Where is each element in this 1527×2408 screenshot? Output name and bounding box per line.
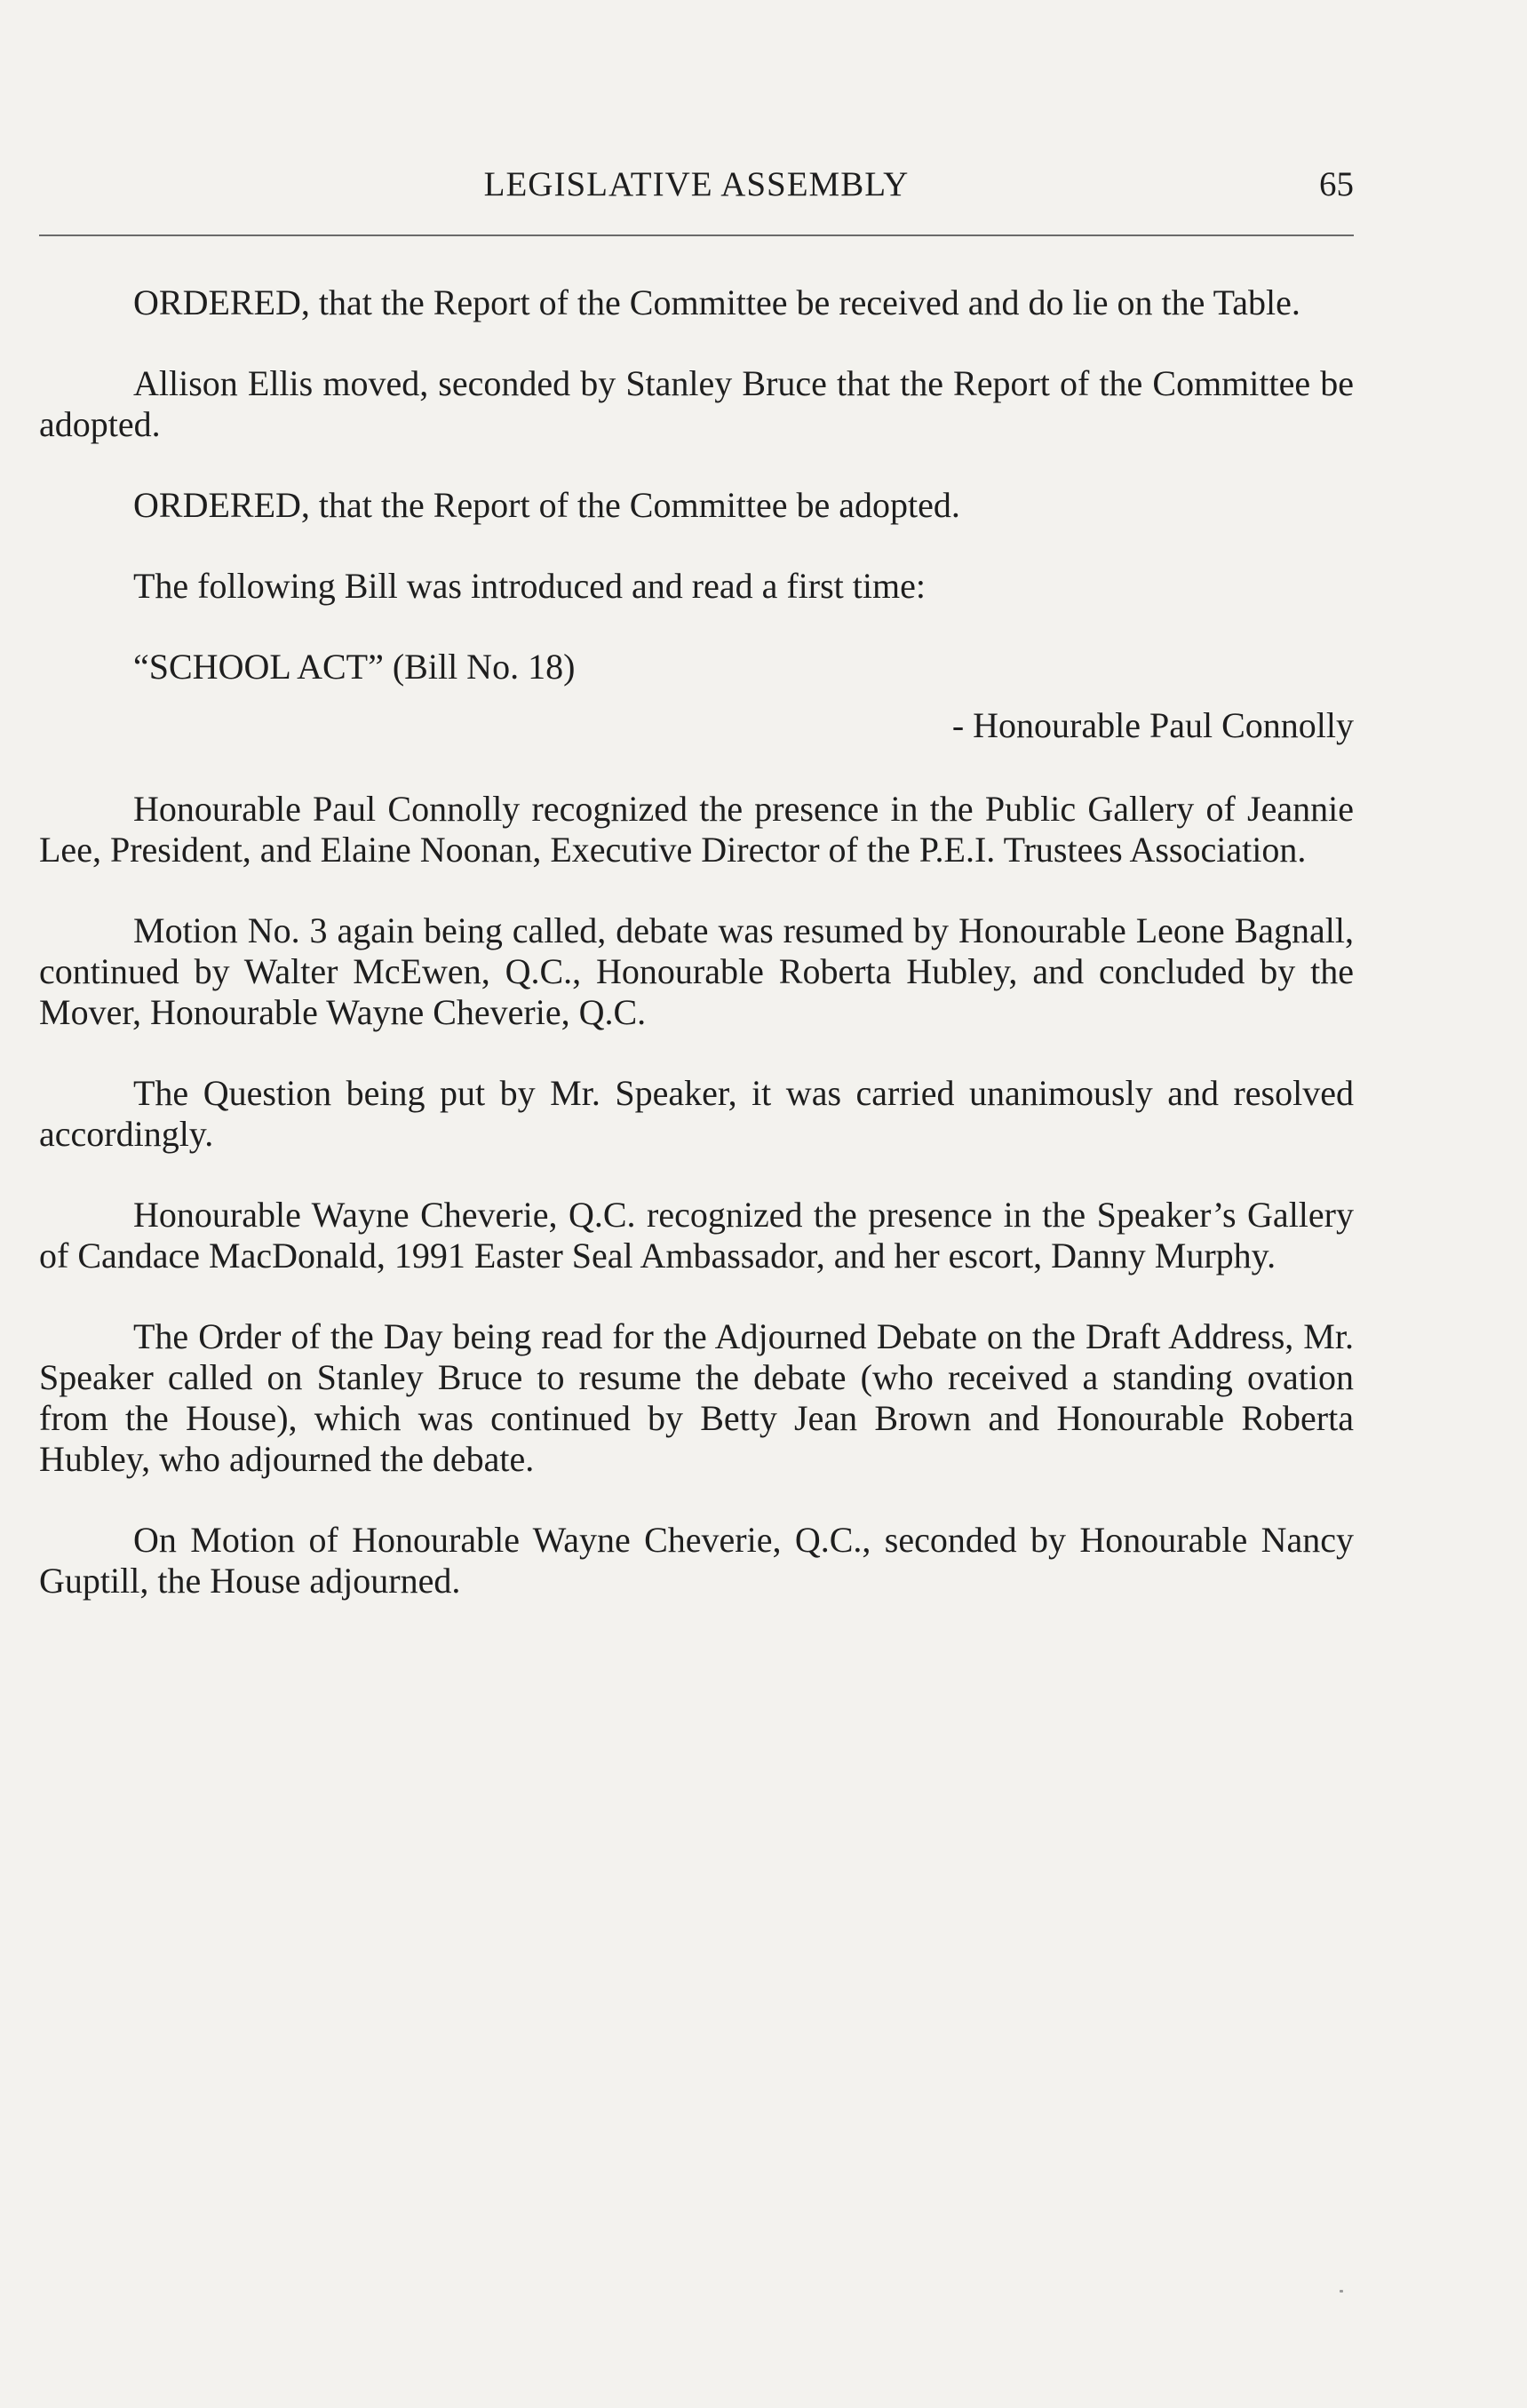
header-title: LEGISLATIVE ASSEMBLY [483, 165, 910, 203]
paragraph-adjourned-debate: The Order of the Day being read for the Adjourned Debate on the Draft Address, Mr. Speaker called on Stanley Bruce to resume the debate (who received a standing ovation from the House), which was continued by Betty Jean Brown and Honourable Roberta Hubley, who adjourned the debate. [39, 1316, 1354, 1479]
paragraph-bill-introduced: The following Bill was introduced and read a first time: [133, 566, 926, 606]
paragraph-house-adjourned: On Motion of Honourable Wayne Cheverie, Q.C., seconded by Honourable Nancy Guptill, the House adjourned. [39, 1520, 1354, 1601]
paragraph-speakers-gallery: Honourable Wayne Cheverie, Q.C. recognized the presence in the Speaker’s Gallery of Candace MacDonald, 1991 Easter Seal Ambassador, and her escort, Danny Murphy. [39, 1195, 1354, 1276]
bill-title: “SCHOOL ACT” (Bill No. 18) [133, 647, 576, 687]
paragraph-motion-debate: Motion No. 3 again being called, debate was resumed by Honourable Leone Bagnall, continued by Walter McEwen, Q.C., Honourable Roberta Hubley, and concluded by the Mover, Honourable Wayne Cheverie, Q.C. [39, 910, 1354, 1032]
paragraph-question-carried: The Question being put by Mr. Speaker, it was carried unanimously and resolved accordingly. [39, 1073, 1354, 1154]
header-rule [39, 234, 1354, 236]
paragraph-motion-adopt: Allison Ellis moved, seconded by Stanley Bruce that the Report of the Committee be adopted. [39, 363, 1354, 444]
running-header [39, 164, 1354, 209]
paragraph-gallery-recognition: Honourable Paul Connolly recognized the presence in the Public Gallery of Jeannie Lee, President, and Elaine Noonan, Executive Director of the P.E.I. Trustees Association. [39, 789, 1354, 870]
paragraph-report-received: ORDERED, that the Report of the Committee be received and do lie on the Table. [133, 282, 1300, 322]
bill-sponsor: - Honourable Paul Connolly [951, 705, 1354, 745]
page-number: 65 [1319, 165, 1354, 203]
body-text [39, 282, 1354, 1641]
paragraph-report-adopted: ORDERED, that the Report of the Committee be adopted. [133, 485, 960, 525]
scan-speck [1340, 2290, 1343, 2293]
